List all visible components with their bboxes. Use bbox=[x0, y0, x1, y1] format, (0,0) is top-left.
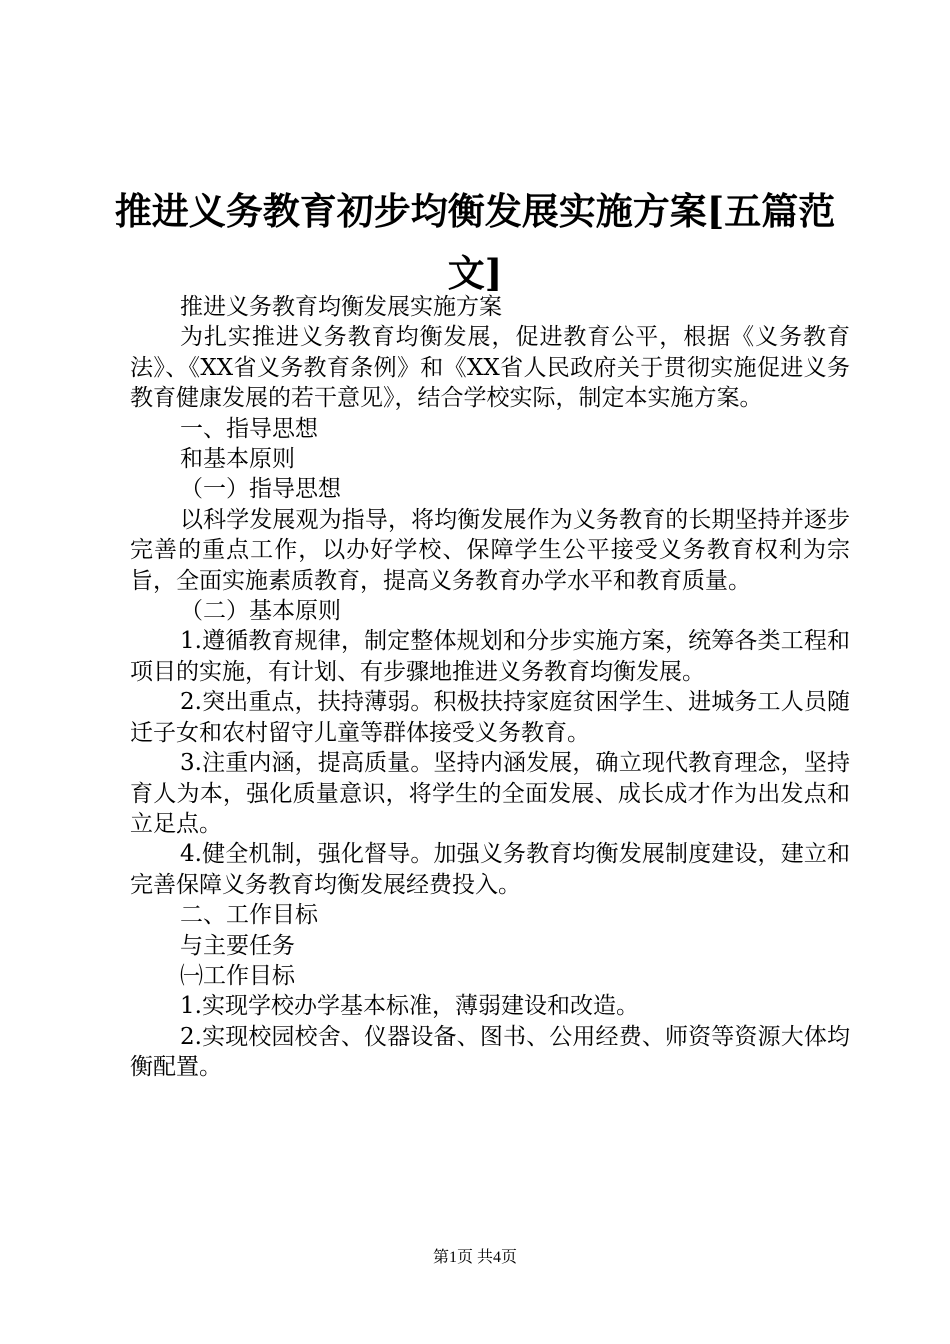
list-item: 1.实现学校办学基本标准，薄弱建设和改造。 bbox=[180, 993, 639, 1020]
list-item: 1.遵循教育规律，制定整体规划和分步实施方案，统筹各类工程和项目的实施，有计划、有步骤地推进义务教育均衡发展。 bbox=[130, 628, 850, 685]
subsection-heading: （二）基本原则 bbox=[180, 598, 341, 625]
document-title: 推进义务教育初步均衡发展实施方案[五篇范文] bbox=[114, 189, 836, 295]
section-heading: 和基本原则 bbox=[180, 446, 295, 473]
paragraph: 以科学发展观为指导，将均衡发展作为义务教育的长期坚持并逐步完善的重点工作，以办好学校、保障学生公平接受义务教育权利为宗旨，全面实施素质教育，提高义务教育办学水平和教育质量。 bbox=[130, 506, 850, 594]
subsection-heading: （一）指导思想 bbox=[180, 476, 341, 503]
section-heading: 一、指导思想 bbox=[180, 415, 318, 442]
page-number-footer: 第1页 共4页 bbox=[432, 1249, 517, 1266]
paragraph: 推进义务教育均衡发展实施方案 bbox=[180, 294, 502, 320]
section-heading: 与主要任务 bbox=[180, 932, 295, 959]
document-body bbox=[130, 292, 850, 1083]
list-item: 2.实现校园校舍、仪器设备、图书、公用经费、师资等资源大体均衡配置。 bbox=[130, 1023, 850, 1081]
list-item: 2.突出重点，扶持薄弱。积极扶持家庭贫困学生、进城务工人员随迁子女和农村留守儿童等群体接受义务教育。 bbox=[130, 689, 850, 746]
subsection-heading: ㈠工作目标 bbox=[180, 962, 295, 989]
list-item: 4.健全机制，强化督导。加强义务教育均衡发展制度建设，建立和完善保障义务教育均衡发展经费投入。 bbox=[130, 841, 850, 898]
paragraph: 为扎实推进义务教育均衡发展，促进教育公平，根据《义务教育法》、《XX省义务教育条例》和《XX省人民政府关于贯彻实施促进义务教育健康发展的若干意见》，结合学校实际，制定本实施方案。 bbox=[130, 324, 850, 412]
list-item: 3.注重内涵，提高质量。坚持内涵发展，确立现代教育理念，坚持育人为本，强化质量意识，将学生的全面发展、成长成才作为出发点和立足点。 bbox=[130, 750, 850, 837]
section-heading: 二、工作目标 bbox=[180, 902, 318, 929]
